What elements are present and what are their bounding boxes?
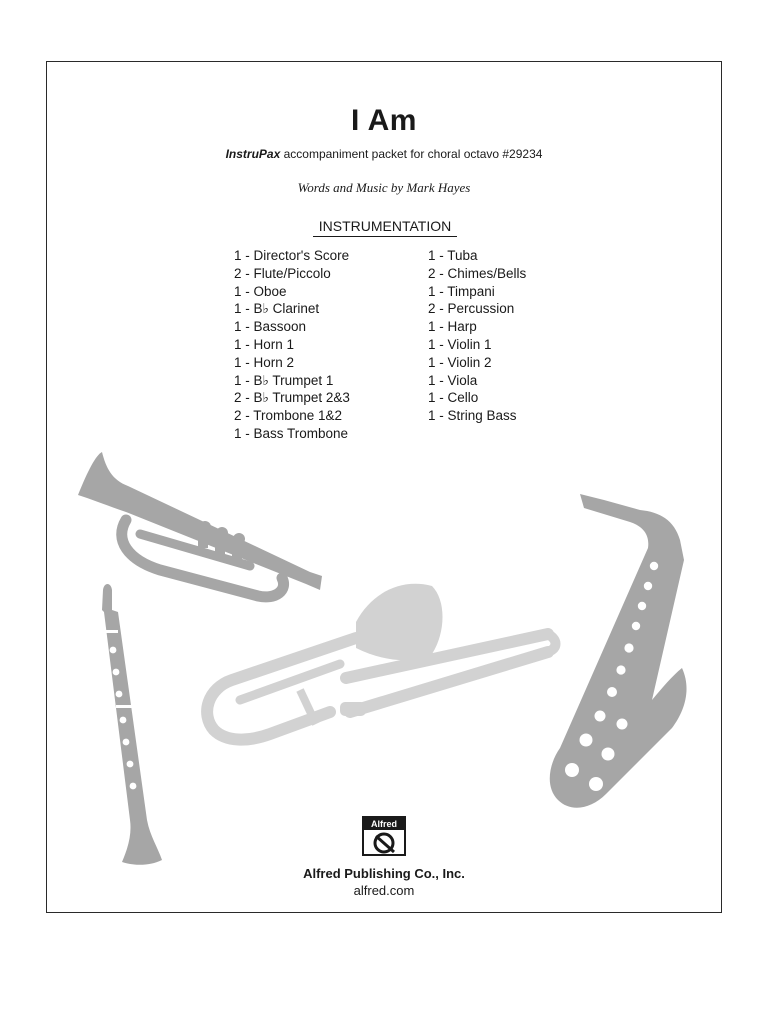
instrument-item: 2 - B♭ Trumpet 2&3 bbox=[234, 390, 350, 406]
publisher-name: Alfred Publishing Co., Inc. bbox=[303, 866, 465, 881]
instrument-item: 1 - B♭ Clarinet bbox=[234, 301, 320, 317]
clarinet-icon bbox=[102, 584, 162, 865]
instrument-item: 1 - B♭ Trumpet 1 bbox=[234, 372, 334, 388]
instrumentation-heading: INSTRUMENTATION bbox=[313, 218, 457, 237]
subtitle-brand: InstruPax bbox=[225, 147, 281, 161]
alfred-logo-text: Alfred bbox=[364, 818, 404, 830]
instrument-item: 1 - Horn 1 bbox=[234, 336, 295, 352]
instrument-item: 1 - String Bass bbox=[428, 408, 517, 424]
alfred-logo-mark bbox=[364, 830, 404, 856]
instrument-item: 1 - Viola bbox=[428, 372, 478, 388]
page-title: I Am bbox=[351, 104, 417, 137]
alfred-logo-icon bbox=[362, 816, 406, 856]
trombone-icon bbox=[207, 584, 555, 740]
instrument-item: 1 - Horn 2 bbox=[234, 354, 295, 370]
instrument-item: 1 - Violin 1 bbox=[428, 336, 492, 352]
instrument-item: 1 - Violin 2 bbox=[428, 354, 492, 370]
instrument-item: 1 - Bass Trombone bbox=[234, 425, 349, 441]
instrument-item: 1 - Tuba bbox=[428, 248, 478, 263]
instrument-item: 1 - Timpani bbox=[428, 283, 495, 299]
instrument-item: 1 - Bassoon bbox=[234, 319, 307, 335]
instrument-item: 1 - Director's Score bbox=[234, 248, 350, 263]
instrument-item: 2 - Trombone 1&2 bbox=[234, 408, 343, 424]
instrument-item: 2 - Percussion bbox=[428, 301, 515, 317]
credits: Words and Music by Mark Hayes bbox=[297, 180, 471, 195]
instrument-item: 1 - Oboe bbox=[234, 283, 287, 299]
instrument-item: 1 - Cello bbox=[428, 390, 479, 406]
publisher-website: alfred.com bbox=[353, 883, 415, 898]
instrument-item: 1 - Harp bbox=[428, 319, 477, 335]
instrument-item: 2 - Flute/Piccolo bbox=[234, 265, 331, 281]
saxophone-icon bbox=[550, 494, 687, 808]
trumpet-icon bbox=[78, 452, 322, 597]
instrument-item: 2 - Chimes/Bells bbox=[428, 265, 527, 281]
subtitle-text: accompaniment packet for choral octavo #29234 bbox=[280, 147, 543, 161]
